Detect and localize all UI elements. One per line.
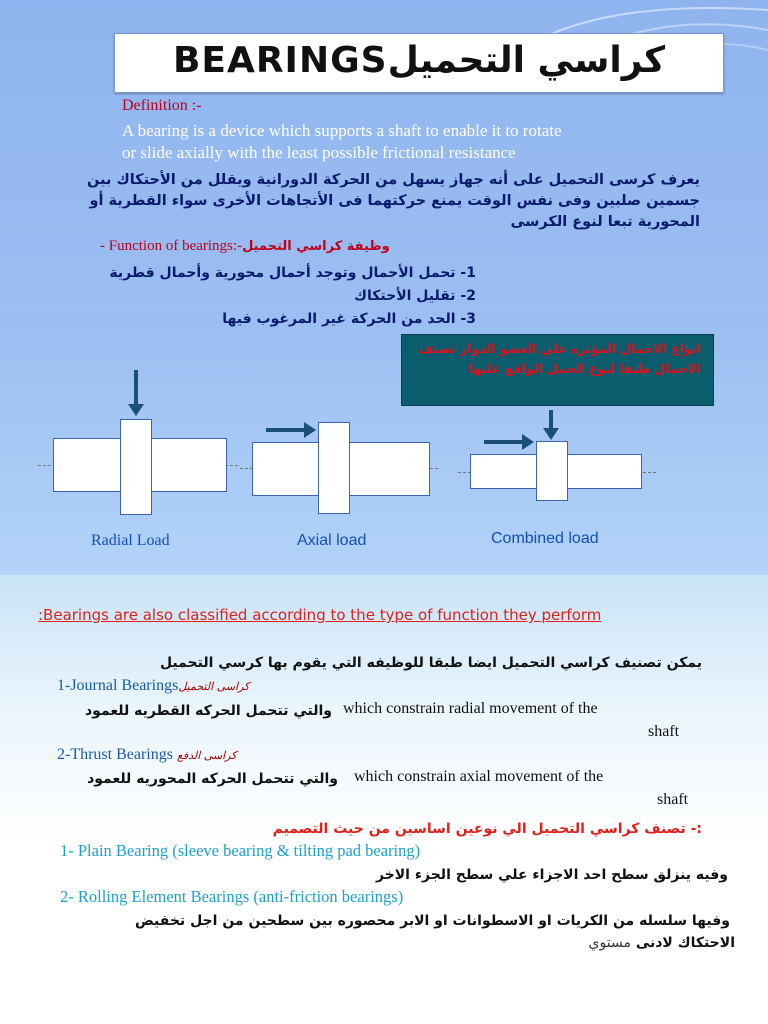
journal-desc-arabic: والتي تتحمل الحركه القطريه للعمود <box>84 703 332 719</box>
plain-bearing-title: 1- Plain Bearing (sleeve bearing & tilting pad bearing) <box>60 841 421 860</box>
definition-line-2: or slide axially with the least possible frictional resistance <box>122 143 516 162</box>
journal-title-en: 1-Journal Bearings <box>57 677 179 694</box>
combined-load-caption: Combined load <box>491 530 599 547</box>
function-item: 3- الحد من الحركة غير المرغوب فيها <box>222 311 476 327</box>
function-item: 2- تقليل الأحتكاك <box>354 288 476 304</box>
page-title <box>115 40 723 81</box>
thrust-desc-en-2: shaft <box>657 791 689 808</box>
bearing-rect <box>120 419 152 515</box>
bearing-rect <box>318 422 350 514</box>
thrust-title-en: 2-Thrust Bearings <box>57 746 173 763</box>
design-classification-arabic: :- تصنف كراسي التحميل الي نوعين اساسين من حيث التصميم <box>272 821 702 837</box>
radial-arrow-icon <box>541 410 561 442</box>
function-heading <box>100 238 390 255</box>
plain-bearing-desc-arabic: وفيه ينزلق سطح احد الاجزاء علي سطح الجزء الاخر <box>375 867 728 883</box>
function-list <box>109 262 476 331</box>
bearing-rect <box>536 441 568 501</box>
journal-desc-en: which constrain radial movement of the <box>343 700 598 717</box>
radial-arrow-icon <box>126 370 146 418</box>
thrust-desc-en: which constrain axial movement of the <box>354 768 604 785</box>
rolling-desc-part: الاحتكاك لادنى <box>635 935 735 951</box>
title-english: BEARINGS <box>172 40 388 81</box>
function-bullet: - <box>100 238 105 254</box>
title-box <box>114 33 724 93</box>
note-text: انواع الاحمال المؤثره علي العضو الدوار تصنف الاحمال طبقا لنوع الحمل الواقع عليها <box>418 341 701 376</box>
axial-load-caption: Axial load <box>297 532 367 549</box>
definition-line-1: A bearing is a device which supports a shaft to enable it to rotate <box>122 121 562 140</box>
classification-heading: :Bearings are also classified according to the type of function they perform <box>38 606 602 624</box>
thrust-title <box>57 746 237 764</box>
definition-text <box>122 120 562 164</box>
thrust-title-arabic: كراسى الدفع <box>176 749 237 762</box>
slide-2 <box>0 575 768 1024</box>
rolling-bearing-title: 2- Rolling Element Bearings (anti-friction bearings) <box>60 887 404 906</box>
journal-desc-en-2: shaft <box>648 723 680 740</box>
journal-title <box>57 677 249 695</box>
function-arabic-label: وظيفة كراسي التحميل <box>242 239 390 254</box>
classification-intro-arabic: يمكن تصنيف كراسي التحميل ايضا طبقا للوظيفه التي يقوم بها كرسي التحميل <box>159 655 702 671</box>
rolling-bearing-desc-arabic-2 <box>589 935 735 951</box>
axial-arrow-icon <box>266 420 318 440</box>
load-types-note <box>401 334 714 406</box>
definition-arabic: يعرف كرسى التحميل على أنه جهاز يسهل من الحركة الدورانية ويقلل من الأحتكاك بين جسمين صلبين وفى نفس الوقت يمنع حركتهما فى الأتجاهات الأخرى سواء القطرية أو المحورية تبعا لنوع الكرسى <box>86 172 700 230</box>
journal-title-arabic: كراسى التحميل <box>178 680 250 693</box>
function-item: 1- تحمل الأحمال وتوجد أحمال محورية وأحمال قطرية <box>109 265 476 281</box>
rolling-desc-part-light: مستوي <box>588 935 631 951</box>
axial-arrow-icon <box>484 432 536 452</box>
definition-label: Definition :- <box>122 97 202 114</box>
function-label: Function of bearings:- <box>108 238 243 254</box>
thrust-desc-arabic: والتي تتحمل الحركه المحوريه للعمود <box>87 771 338 787</box>
title-arabic: كراسي التحميل <box>387 40 666 81</box>
rolling-bearing-desc-arabic: وفيها سلسله من الكريات او الاسطوانات او الابر محصوره بين سطحين من اجل تخفيض <box>134 913 730 929</box>
radial-load-caption: Radial Load <box>91 532 170 549</box>
